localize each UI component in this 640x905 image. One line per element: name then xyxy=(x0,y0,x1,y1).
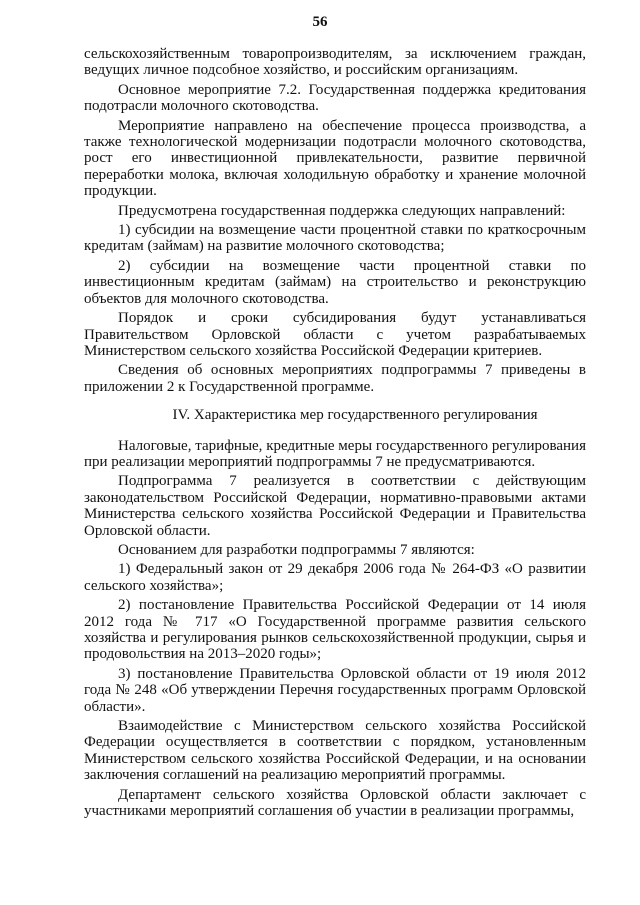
paragraph: Департамент сельского хозяйства Орловской области заключает с участниками мероприятий соглашения об участии в реализации программы, xyxy=(84,786,586,820)
page-number: 56 xyxy=(312,14,328,30)
paragraph: Подпрограмма 7 реализуется в соответствии с действующим законодательством Российской Федерации, нормативно-правовыми актами Министерства сельского хозяйства Российской Федерации и Правительства Орловской области. xyxy=(84,473,586,539)
list-item: 1) субсидии на возмещение части процентной ставки по краткосрочным кредитам (займам) на развитие молочного скотоводства; xyxy=(84,222,586,255)
paragraph: Сведения об основных мероприятиях подпрограммы 7 приведены в приложении 2 к Государственной программе. xyxy=(84,362,586,395)
body-text xyxy=(84,46,586,822)
paragraph: Основное мероприятие 7.2. Государственная поддержка кредитования подотрасли молочного скотоводства. xyxy=(84,81,586,115)
paragraph: Предусмотрена государственная поддержка следующих направлений: xyxy=(118,202,566,219)
paragraph: Основанием для разработки подпрограммы 7 являются: xyxy=(118,541,475,558)
section-heading: IV. Характеристика мер государственного регулирования xyxy=(172,407,538,424)
paragraph: Порядок и сроки субсидирования будут устанавливаться Правительством Орловской области с учетом разрабатываемых Министерством сельского хозяйства Российской Федерации критериев. xyxy=(84,310,586,359)
list-item: 2) постановление Правительства Российской Федерации от 14 июля 2012 года № 717 «О Государственной программе развития сельского хозяйства и регулирования рынков сельскохозяйственной продукции, сырья и продовольствия на 2013–2020 годы»; xyxy=(84,597,586,663)
paragraph: Мероприятие направлено на обеспечение процесса производства, а также технологической модернизации подотрасли молочного скотоводства, рост его инвестиционной привлекательности, развитие первичной переработки молока, включая холодильную обработку и хранение молочной продукции. xyxy=(84,117,586,200)
list-item: 3) постановление Правительства Орловской области от 19 июля 2012 года № 248 «Об утверждении Перечня государственных программ Орловской области». xyxy=(84,665,586,715)
list-item: 1) Федеральный закон от 29 декабря 2006 года № 264-ФЗ «О развитии сельского хозяйства»; xyxy=(84,561,586,594)
paragraph: Взаимодействие с Министерством сельского хозяйства Российской Федерации осуществляется в соответствии с порядком, установленным Министерством сельского хозяйства Российской Федерации, и на основании заключения соглашений на реализацию мероприятий программы. xyxy=(84,718,586,784)
paragraph: Налоговые, тарифные, кредитные меры государственного регулирования при реализации мероприятий подпрограммы 7 не предусматриваются. xyxy=(84,437,586,470)
list-item: 2) субсидии на возмещение части процентной ставки по инвестиционным кредитам (займам) на строительство и реконструкцию объектов для молочного скотоводства. xyxy=(84,257,586,307)
paragraph: сельскохозяйственным товаропроизводителям, за исключением граждан, ведущих личное подсобное хозяйство, и российским организациям. xyxy=(84,46,586,79)
